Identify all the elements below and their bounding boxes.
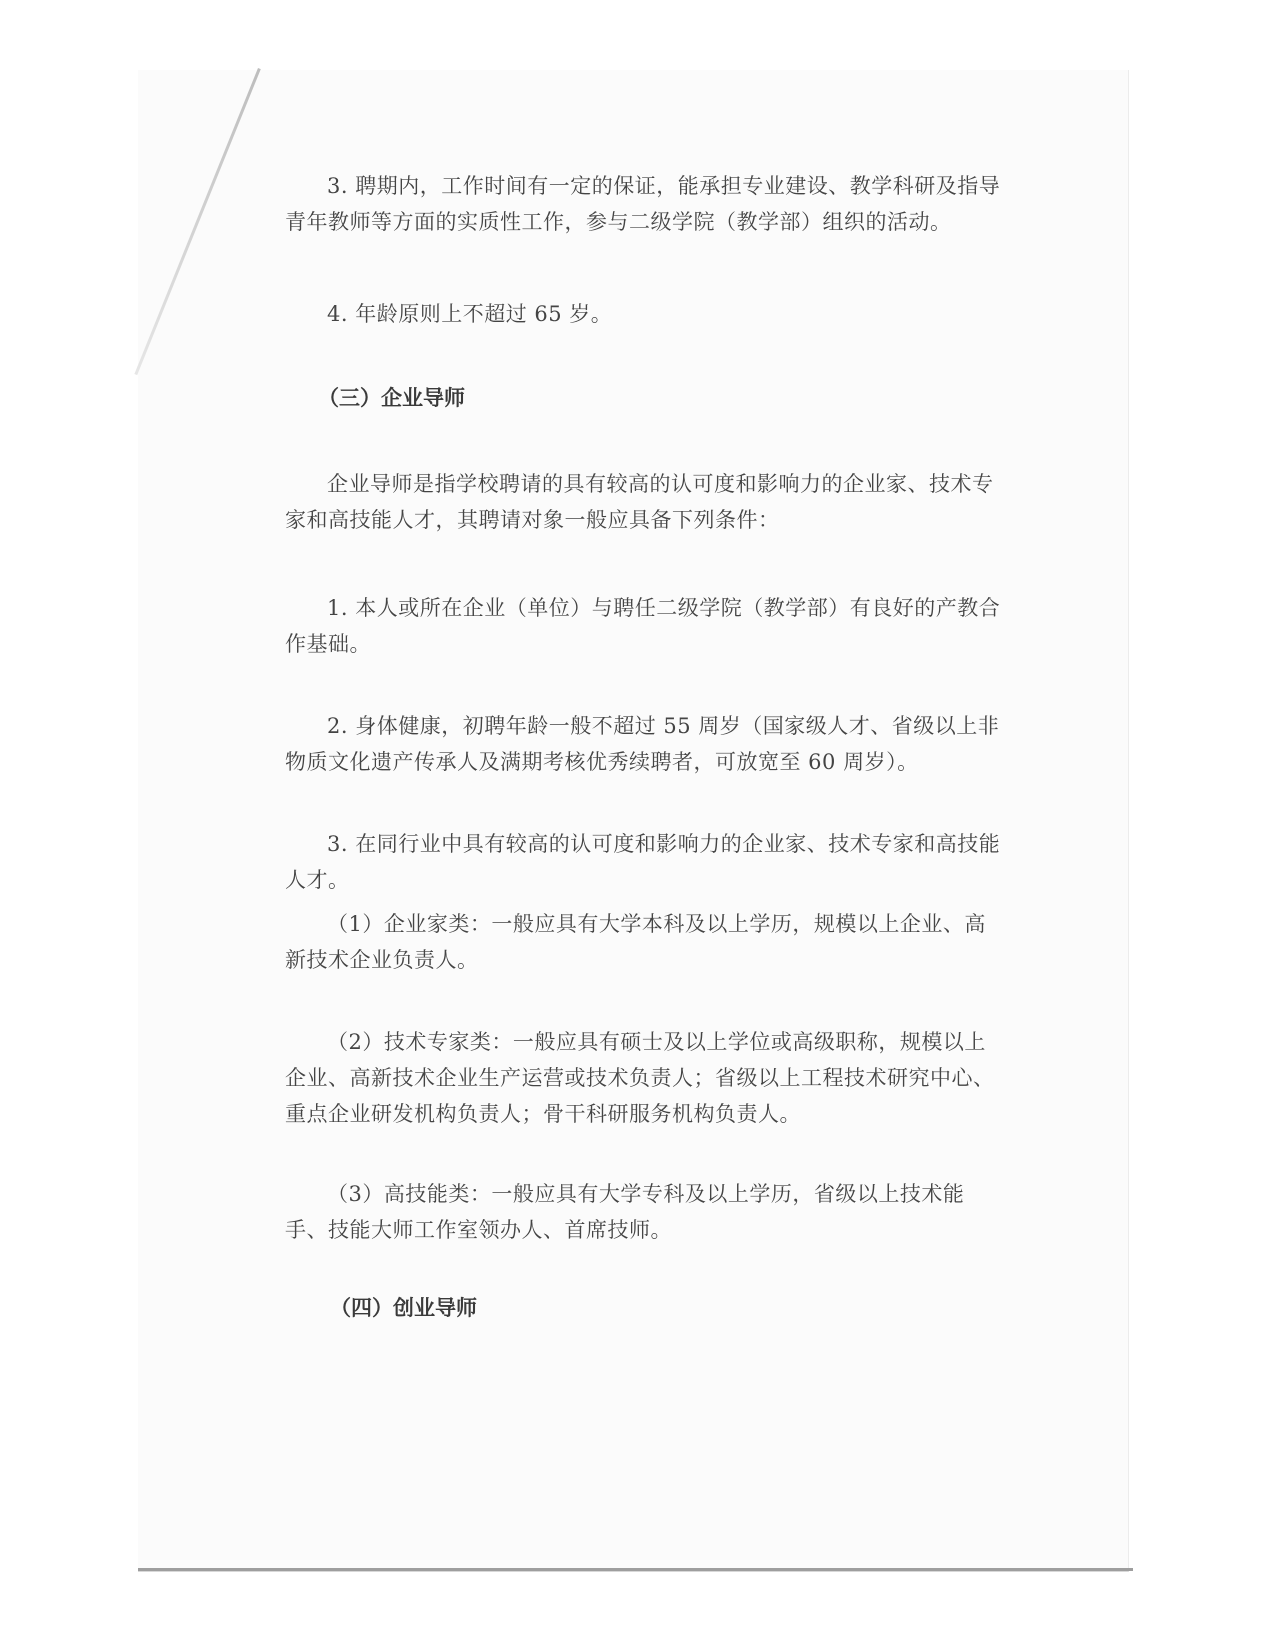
- paragraph-item3-working-time: 3. 聘期内，工作时间有一定的保证，能承担专业建设、教学科研及指导青年教师等方面的实质性工作，参与二级学院（教学部）组织的活动。: [285, 174, 1001, 234]
- paragraph-enterprise-mentor-intro: 企业导师是指学校聘请的具有较高的认可度和影响力的企业家、技术专家和高技能人才，其聘请对象一般应具备下列条件：: [285, 472, 994, 532]
- paragraph-condition-1: 1. 本人或所在企业（单位）与聘任二级学院（教学部）有良好的产教合作基础。: [285, 596, 1001, 656]
- paragraph-condition-3: 3. 在同行业中具有较高的认可度和影响力的企业家、技术专家和高技能人才。: [285, 832, 1001, 892]
- paragraph-sub-technical-expert: （2）技术专家类：一般应具有硕士及以上学位或高级职称，规模以上企业、高新技术企业生产运营或技术负责人；省级以上工程技术研究中心、重点企业研发机构负责人；骨干科研服务机构负责人。: [285, 1030, 995, 1126]
- section-heading-startup-mentor: （四）创业导师: [330, 1295, 477, 1320]
- paragraph-sub-entrepreneur: （1）企业家类：一般应具有大学本科及以上学历，规模以上企业、高新技术企业负责人。: [285, 912, 986, 972]
- paper-bottom-edge: [138, 1568, 1133, 1571]
- section-heading-enterprise-mentor: （三）企业导师: [318, 385, 465, 410]
- paragraph-item4-age-limit: 4. 年龄原则上不超过 65 岁。: [327, 302, 613, 326]
- paragraph-sub-high-skill: （3）高技能类：一般应具有大学专科及以上学历，省级以上技术能手、技能大师工作室领办人、首席技师。: [285, 1182, 965, 1242]
- paragraph-condition-2: 2. 身体健康，初聘年龄一般不超过 55 周岁（国家级人才、省级以上非物质文化遗产传承人及满期考核优秀续聘者，可放宽至 60 周岁）。: [285, 714, 1000, 774]
